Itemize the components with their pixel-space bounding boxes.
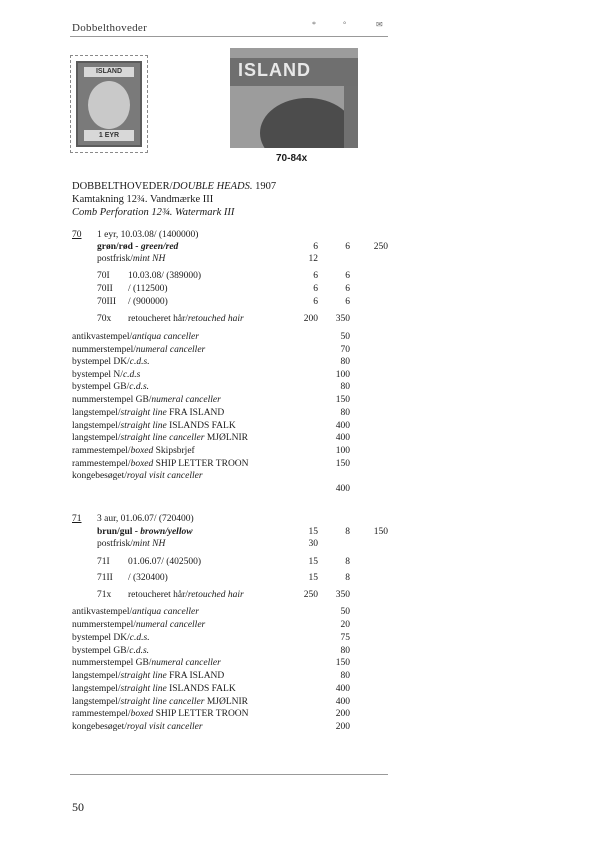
- retouch-value-1: 250: [303, 590, 318, 600]
- mint-line: postfrisk/mint NH: [97, 254, 166, 264]
- color-line: brun/gul - brown/yellow: [97, 527, 193, 537]
- closeup-caption: 70-84x: [276, 153, 308, 164]
- catalog-number: 70: [72, 230, 82, 240]
- sub-variety-id: 70II: [97, 284, 113, 294]
- cancel-line: rammestempel/boxed SHIP LETTER TROON: [72, 709, 249, 719]
- sub-value-2: 6: [345, 271, 350, 281]
- cancel-line: langstempel/straight line canceller MJØLNIR: [72, 697, 248, 707]
- mint-line: postfrisk/mint NH: [97, 539, 166, 549]
- mint-value: 12: [308, 254, 318, 264]
- retouch-text: retoucheret hår/retouched hair: [128, 314, 244, 324]
- sub-variety-text: 10.03.08/ (389000): [128, 271, 202, 281]
- cancel-line: langstempel/straight line canceller MJØLNIR: [72, 433, 248, 443]
- footer-rule: [70, 774, 388, 775]
- perforation-line-en: Comb Perforation 12¾. Watermark III: [72, 207, 235, 218]
- cancel-line: langstempel/straight line FRA ISLAND: [72, 671, 225, 681]
- cancel-value: 50: [340, 607, 350, 617]
- cancel-line: bystempel N/c.d.s: [72, 370, 141, 380]
- sub-value-1: 15: [308, 573, 318, 583]
- cancel-value: 150: [335, 658, 350, 668]
- catalog-number: 71: [72, 514, 82, 524]
- perforation-line: Kamtakning 12¾. Vandmærke III: [72, 194, 214, 205]
- cancel-line: kongebesøget/royal visit canceller: [72, 722, 203, 732]
- sub-value-2: 8: [345, 573, 350, 583]
- sub-value-1: 6: [313, 297, 318, 307]
- retouch-id: 71x: [97, 590, 112, 600]
- cancel-value: 400: [335, 421, 350, 431]
- cancel-line: rammestempel/boxed Skipsbrjef: [72, 446, 195, 456]
- cancel-line: antikvastempel/antiqua canceller: [72, 607, 199, 617]
- cancel-line: langstempel/straight line FRA ISLAND: [72, 408, 225, 418]
- retouch-value-1: 200: [303, 314, 318, 324]
- envelope-icon: ✉: [376, 20, 383, 29]
- cancel-value: 80: [340, 408, 350, 418]
- cancel-value: 400: [335, 433, 350, 443]
- sub-variety-text: / (112500): [128, 284, 168, 294]
- closeup-text: ISLAND: [238, 60, 311, 80]
- sub-variety-id: 71II: [97, 573, 113, 583]
- value-mint: 6: [345, 242, 350, 252]
- value-cover: 250: [373, 242, 388, 252]
- cancel-line: nummerstempel/numeral canceller: [72, 620, 206, 630]
- cancel-value: 100: [335, 370, 350, 380]
- retouch-value-2: 350: [335, 314, 350, 324]
- section-title: DOBBELTHOVEDER/DOUBLE HEADS. 1907 Kamtakning 12¾. Vandmærke III Comb Perforation 12¾. Watermark III: [72, 181, 277, 218]
- retouch-value-2: 350: [335, 590, 350, 600]
- cancel-value: 80: [340, 646, 350, 656]
- sub-variety-text: 01.06.07/ (402500): [128, 557, 202, 567]
- sub-value-1: 6: [313, 271, 318, 281]
- value-cover: 150: [373, 527, 388, 537]
- value-used: 15: [308, 527, 318, 537]
- value-used: 6: [313, 242, 318, 252]
- cancel-line: bystempel GB/c.d.s.: [72, 646, 150, 656]
- cancel-value: 80: [340, 382, 350, 392]
- cancel-value: 400: [335, 684, 350, 694]
- sub-variety-id: 70III: [97, 297, 116, 307]
- star-icon: *: [312, 20, 316, 29]
- cancel-value: 200: [335, 722, 350, 732]
- cancel-line: kongebesøget/royal visit canceller: [72, 471, 203, 481]
- stamp-bottom-text: 1 EYR: [84, 130, 134, 141]
- retouch-id: 70x: [97, 314, 112, 324]
- portrait-oval: [88, 81, 130, 129]
- cancel-line: nummerstempel GB/numeral canceller: [72, 658, 221, 668]
- running-header: Dobbelthoveder: [72, 22, 148, 34]
- cancel-line: antikvastempel/antiqua canceller: [72, 332, 199, 342]
- sub-value-1: 15: [308, 557, 318, 567]
- cancel-value: 150: [335, 395, 350, 405]
- cancel-value: 80: [340, 671, 350, 681]
- cancel-value: 100: [335, 446, 350, 456]
- sub-variety-text: / (320400): [128, 573, 168, 583]
- sub-variety-id: 71I: [97, 557, 110, 567]
- sub-value-2: 8: [345, 557, 350, 567]
- retouch-text: retoucheret hår/retouched hair: [128, 590, 244, 600]
- cancel-line: nummerstempel/numeral canceller: [72, 345, 206, 355]
- stamp-description: 1 eyr, 10.03.08/ (1400000): [97, 230, 199, 240]
- cancel-value: 75: [340, 633, 350, 643]
- sub-value-2: 6: [345, 284, 350, 294]
- cancel-value: 50: [340, 332, 350, 342]
- cancel-line: bystempel GB/c.d.s.: [72, 382, 150, 392]
- sub-variety-text: / (900000): [128, 297, 168, 307]
- cancel-line: bystempel DK/c.d.s.: [72, 357, 150, 367]
- cancel-value: 150: [335, 459, 350, 469]
- stamp-image: [70, 55, 148, 153]
- cancel-line: bystempel DK/c.d.s.: [72, 633, 150, 643]
- header-rule: [70, 36, 388, 37]
- color-line: grøn/rød - green/red: [97, 242, 179, 252]
- sub-value-1: 6: [313, 284, 318, 294]
- cancel-value: 70: [340, 345, 350, 355]
- cancel-value: 20: [340, 620, 350, 630]
- mint-value: 30: [308, 539, 318, 549]
- stamp-description: 3 aur, 01.06.07/ (720400): [97, 514, 194, 524]
- stamp-top-text: ISLAND: [84, 67, 134, 77]
- cancel-value: 400: [335, 697, 350, 707]
- closeup-image: [230, 48, 358, 148]
- cancel-value: 200: [335, 709, 350, 719]
- cancel-value: 80: [340, 357, 350, 367]
- cancel-line: rammestempel/boxed SHIP LETTER TROON: [72, 459, 249, 469]
- value-mint: 8: [345, 527, 350, 537]
- page-number: 50: [72, 800, 84, 814]
- cancel-value: 400: [335, 484, 350, 494]
- sub-variety-id: 70I: [97, 271, 110, 281]
- cancel-line: langstempel/straight line ISLANDS FALK: [72, 684, 236, 694]
- cancel-line: langstempel/straight line ISLANDS FALK: [72, 421, 236, 431]
- cancel-line: nummerstempel GB/numeral canceller: [72, 395, 221, 405]
- circle-icon: °: [343, 20, 347, 29]
- sub-value-2: 6: [345, 297, 350, 307]
